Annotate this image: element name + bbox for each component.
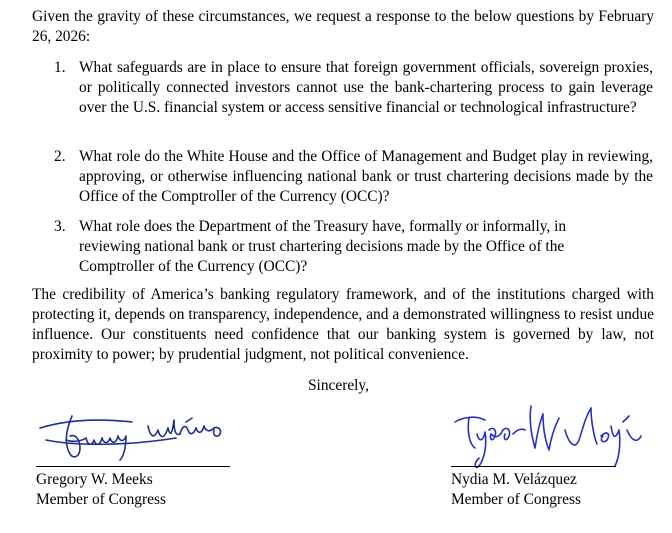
signature-line — [451, 466, 616, 467]
question-text: What role do the White House and the Office of Management and Budget play in reviewing, approving, or otherwise influencing national bank or trust chartering decisions made by the Office of the Comptroller of the Currency (OCC)? — [79, 148, 653, 205]
signatory-name: Nydia M. Velázquez — [451, 471, 577, 488]
signatory-title: Member of Congress — [36, 491, 166, 508]
closing-paragraph: The credibility of America’s banking regulatory framework, and of the institutions charged with protecting it, depends on transparency, independence, and a demonstrated willingness to resist undue influence. Our constituents need confidence that our banking system is governed by law, not proximity to power; by prudential judgment, not political convenience. — [32, 286, 654, 363]
signature-line — [36, 466, 230, 467]
sign-off: Sincerely, — [308, 377, 369, 394]
intro-paragraph: Given the gravity of these circumstances, we request a response to the below questions by February 26, 2026: — [32, 8, 654, 45]
handwritten-signature-meeks — [36, 400, 236, 470]
question-number: 1. — [54, 59, 66, 76]
question-number: 3. — [54, 218, 66, 235]
signatory-name: Gregory W. Meeks — [36, 471, 153, 488]
question-text: What safeguards are in place to ensure that foreign government officials, sovereign proxies, or politically connected investors cannot use the bank-chartering process to gain leverage over the U.S. financial system or access sensitive financial or technological infrastructure? — [79, 59, 653, 116]
signatory-title: Member of Congress — [451, 491, 581, 508]
handwritten-signature-velazquez — [451, 400, 651, 480]
question-text: What role does the Department of the Treasury have, formally or informally, in reviewing national bank or trust chartering decisions made by the Office of the Comptroller of the Currency (OCC)? — [79, 218, 567, 275]
question-number: 2. — [54, 148, 66, 165]
